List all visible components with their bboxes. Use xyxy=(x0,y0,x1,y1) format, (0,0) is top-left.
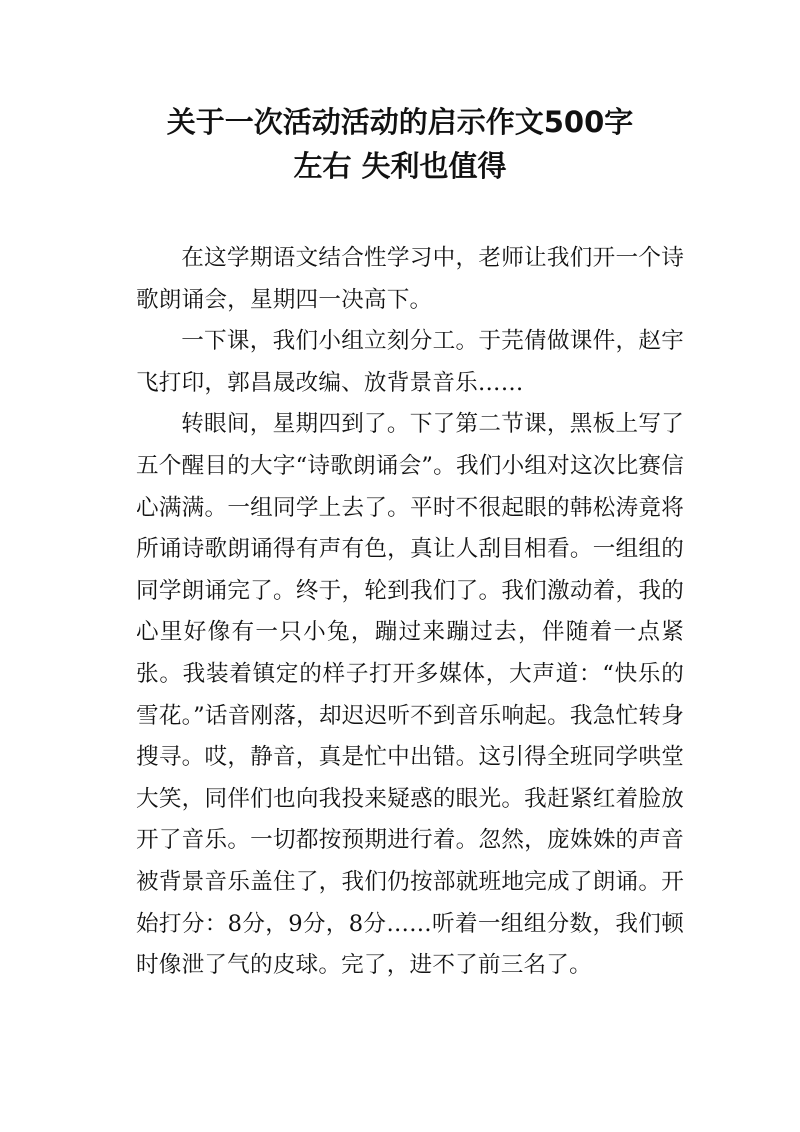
paragraph-1: 在这学期语文结合性学习中，老师让我们开一个诗歌朗诵会，星期四一决高下。 xyxy=(136,245,684,313)
paragraph-2: 一下课，我们小组立刻分工。于芫倩做课件，赵宇飞打印，郭昌晟改编、放背景音乐…… xyxy=(136,328,684,396)
document-body xyxy=(136,238,684,987)
paragraph-3: 转眼间，星期四到了。下了第二节课，黑板上写了五个醒目的大字“诗歌朗诵会”。我们小组对这次比赛信心满满。一组同学上去了。平时不很起眼的韩松涛竟将所诵诗歌朗诵得有声有色，真让人刮目相看。一组组的同学朗诵完了。终于，轮到我们了。我们激动着，我的心里好像有一只小兔，蹦过来蹦过去，伴随着一点紧张。我装着镇定的样子打开多媒体，大声道：“快乐的雪花。”话音刚落，却迟迟听不到音乐响起。我急忙转身搜寻。哎，静音，真是忙中出错。这引得全班同学哄堂大笑，同伴们也向我投来疑惑的眼光。我赶紧红着脸放开了音乐。一切都按预期进行着。忽然，庞姝姝的声音被背景音乐盖住了，我们仍按部就班地完成了朗诵。开始打分：8分，9分，8分……听着一组组分数，我们顿时像泄了气的皮球。完了，进不了前三名了。 xyxy=(136,411,684,979)
document-title-line-2: 左右 失利也值得 xyxy=(293,149,507,183)
document-title-line-1: 关于一次活动活动的启示作文500字 xyxy=(166,105,634,139)
